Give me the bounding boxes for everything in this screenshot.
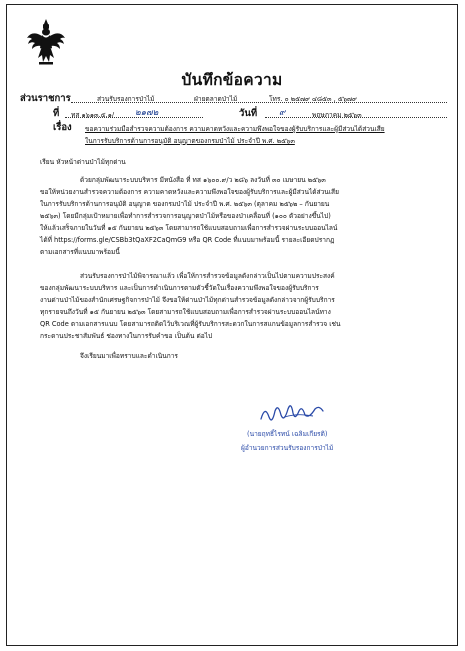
signatory-name: (นายฤทธิ์ไรทน์ เฉลิมเกียรติ) [247, 430, 328, 438]
agency-sub: ฝ่ายตลาดป่าไม้ [194, 95, 238, 103]
subject-label: เรื่อง [53, 122, 72, 133]
memo-title: บันทึกข้อความ [181, 71, 283, 89]
salutation: เรียน หัวหน้าด่านป่าไม้ทุกด่าน [40, 158, 126, 166]
signatory-position: ผู้อำนวยการส่วนรับรองการป่าไม้ [241, 444, 334, 452]
para2-line: QR Code ตามเอกสารแนบ โดยสามารถติดไว้บริเวณที่ผู้รับบริการสะดวกในการสแกนข้อมูลการสำรวจ เช่น [40, 320, 341, 328]
para1-line: ขอให้หน่วยงานสำรวจความต้องการ ความคาดหวังและความพึงพอใจของผู้รับบริการและผู้มีส่วนได้ส่วนเสีย [40, 188, 339, 196]
agency-value: ส่วนรับรองการป่าไม้ [97, 95, 155, 103]
closing-line: จึงเรียนมาเพื่อทราบและดำเนินการ [80, 352, 178, 360]
para1-line: ๒๕๖๓) โดยมีกลุ่มเป้าหมายเพื่อทำการสำรวจการอนุญาตป่าไม้หรือของป่าเคลื่อนที่ (๑๐๐ ตัวอย่างขึ้นไป) [40, 212, 331, 220]
para1-line: ด้วยกลุ่มพัฒนาระบบบริหาร มีหนังสือ ที่ ทส ๑๖๐๐.๙/ว ๒๘๖ ลงวันที่ ๓๐ เมษายน ๒๕๖๓ [80, 176, 326, 184]
handwritten-signature [257, 397, 327, 427]
subject-line-1: ขอความร่วมมือสำรวจความต้องการ ความคาดหวังและความพึงพอใจของผู้รับบริการและผู้มีส่วนได้ส่วนเสีย [85, 125, 385, 133]
date-day: ๙ [279, 108, 286, 118]
para1-line: ได้ที่ https://forms.gle/CSBb3tQaXF2CaQmG9 หรือ QR Code ที่แนบมาพร้อมนี้ รายละเอียดปรากฏ [40, 236, 335, 244]
subject-line-2: ในการรับบริการด้านการอนุมัติ อนุญาตของกรมป่าไม้ ประจำปี พ.ศ. ๒๕๖๓ [85, 137, 295, 145]
para1-line: ในการรับบริการด้านการอนุมัติ อนุญาต ของกรมป่าไม้ ประจำปี พ.ศ. ๒๕๖๓ (ตุลาคม ๒๕๖๒ – กันยายน [40, 200, 330, 208]
memo-page [6, 4, 458, 646]
para2-line: กระดานประชาสัมพันธ์ ช่องทางในการรับคำขอ เป็นต้น ต่อไป [40, 332, 213, 340]
ref-printed: ทส ๑๖๑๓.๕.๑/ [71, 111, 115, 119]
para2-line: ส่วนรับรองการป่าไม้พิจารณาแล้ว เพื่อให้การสำรวจข้อมูลดังกล่าวเป็นไปตามความประสงค์ [80, 272, 335, 280]
date-month-year: พฤษภาคม ๒๕๖๓ [312, 111, 362, 119]
agency-label: ส่วนราชการ [20, 93, 71, 104]
para2-line: ทุกรายจนถึงวันที่ ๑๕ กันยายน ๒๕๖๓ โดยสามารถใช้แบบสอบถามเพื่อการสำรวจผ่านระบบออนไลน์ทาง [40, 308, 331, 316]
para2-line: งานด่านป่าไม้ของสำนักเศรษฐกิจการป่าไม้ จึงขอให้ด่านป่าไม้ทุกด่านสำรวจข้อมูลดังกล่าวจากผู้รับบริการ [40, 296, 335, 304]
ref-handwritten: ๒๑๗๒ [135, 108, 159, 118]
agency-phone: โทร. ๐ ๒๕๗๙ ๔๘๕๓ , ๕๖๗๙ [269, 95, 357, 103]
para1-line: ตามเอกสารที่แนบมาพร้อมนี้ [40, 248, 120, 256]
para2-line: ของกลุ่มพัฒนาระบบบริหาร และเป็นการดำเนินการตามตัวชี้วัดในเรื่องความพึงพอใจของผู้รับบริการ [40, 284, 319, 292]
ref-label: ที่ [53, 108, 60, 119]
para1-line: ให้แล้วเสร็จภายในวันที่ ๑๕ กันยายน ๒๕๖๓ โดยสามารถใช้แบบสอบถามเพื่อการสำรวจผ่านระบบออนไลน์ [40, 224, 338, 232]
date-label: วันที่ [239, 108, 258, 119]
garuda-emblem-icon [26, 18, 66, 66]
